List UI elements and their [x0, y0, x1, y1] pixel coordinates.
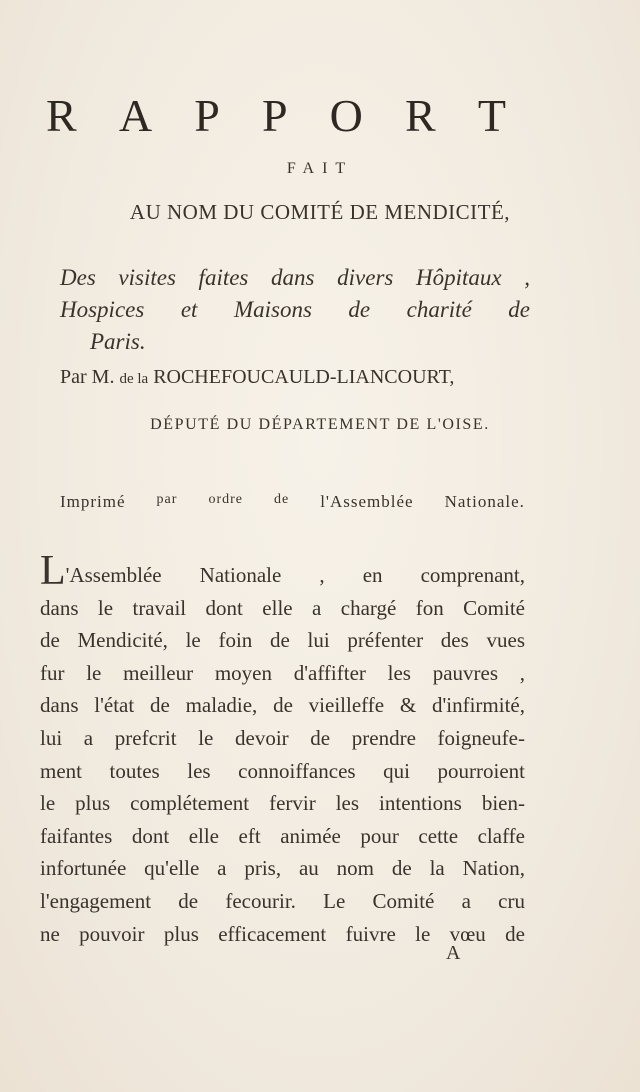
author-line — [60, 366, 530, 389]
subject-line: Des visites faites dans divers Hôpitaux , — [60, 265, 530, 290]
title-letter: P — [261, 90, 288, 141]
deputy-line: DÉPUTÉ DU DÉPARTEMENT DE L'OISE. — [150, 416, 490, 433]
body-text — [40, 548, 525, 950]
imprint-word: de — [273, 492, 290, 507]
drop-cap: L — [40, 548, 66, 594]
title-letter: R — [405, 90, 436, 141]
body-first-line — [40, 548, 525, 594]
body-line: le plus complétement fervir les intentions bien- — [40, 791, 525, 816]
imprint-word: Nationale. — [444, 492, 525, 511]
body-line: ment toutes les connoiffances qui pourroient — [40, 758, 525, 783]
first-line-text: 'Assemblée Nationale , en comprenant, — [65, 563, 525, 587]
title-letter: A — [118, 90, 153, 141]
title-letter: O — [329, 90, 363, 141]
body-line: ne pouvoir plus efficacement fuivre le vœu de — [40, 921, 525, 946]
author-prefix: Par M. — [60, 366, 115, 388]
title-letter: T — [477, 90, 506, 141]
imprint-word: Imprimé — [60, 492, 126, 511]
body-line: fur le meilleur moyen d'affifter les pauvres , — [40, 660, 525, 685]
title-letter: R — [46, 90, 77, 141]
body-line: de Mendicité, le foin de lui préfenter des vues — [40, 628, 525, 653]
body-line: dans l'état de maladie, de vieilleffe & d'infirmité, — [40, 693, 525, 718]
page-title — [46, 88, 506, 144]
subject-line: Paris. — [90, 329, 146, 354]
imprint-line — [60, 492, 525, 512]
committee-heading: AU NOM DU COMITÉ DE MENDICITÉ, — [129, 200, 511, 224]
body-line: dans le travail dont elle a chargé fon Comité — [40, 595, 525, 620]
body-line: faifantes dont elle eft animée pour cette claffe — [40, 823, 525, 848]
subject-heading — [60, 262, 530, 358]
subject-line: Hospices et Maisons de charité de — [60, 297, 530, 322]
body-line: l'engagement de fecourir. Le Comité a cru — [40, 888, 525, 913]
fait-heading: FAIT — [286, 160, 354, 177]
title-letter: P — [194, 90, 220, 141]
body-line: lui a prefcrit le devoir de prendre foigneufe- — [40, 725, 525, 750]
imprint-word: par — [156, 492, 178, 507]
imprint-word: l'Assemblée — [320, 492, 414, 511]
imprint-word: ordre — [208, 492, 243, 507]
body-line: infortunée qu'elle a pris, au nom de la Nation, — [40, 856, 525, 881]
catchword: A — [446, 942, 461, 964]
author-name: ROCHEFOUCAULD-LIANCOURT, — [153, 366, 455, 388]
author-particle: de la — [119, 371, 149, 387]
